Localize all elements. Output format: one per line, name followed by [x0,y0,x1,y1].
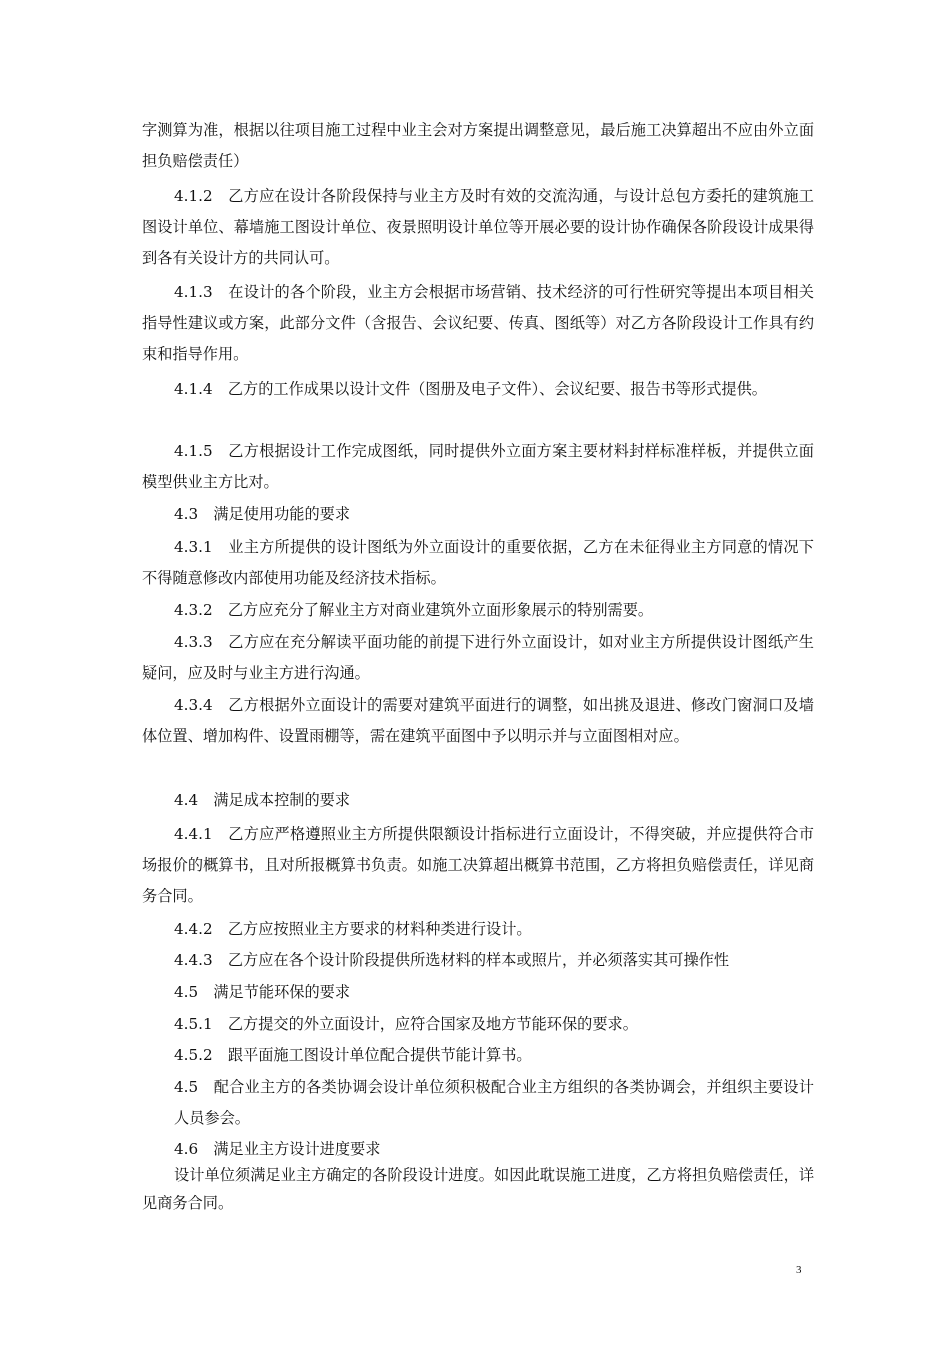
clause-4-3-4: 4.3.4 乙方根据外立面设计的需要对建筑平面进行的调整，如出挑及退进、修改门窗洞口及墙体位置、增加构件、设置雨棚等，需在建筑平面图中予以明示并与立面图相对应。 [142,696,814,745]
clause-4-4-1: 4.4.1 乙方应严格遵照业主方所提供限额设计指标进行立面设计，不得突破，并应提供符合市场报价的概算书，且对所报概算书负责。如施工决算超出概算书范围，乙方将担负赔偿责任，详见商务合同。 [142,825,814,905]
clause-4-1-5: 4.1.5 乙方根据设计工作完成图纸，同时提供外立面方案主要材料封样标准样板，并提供立面模型供业主方比对。 [142,442,814,491]
clause-4-1-4: 4.1.4 乙方的工作成果以设计文件（图册及电子文件）、会议纪要、报告书等形式提供。 [174,380,767,398]
clause-4-5-2: 4.5.2 跟平面施工图设计单位配合提供节能计算书。 [174,1046,532,1064]
section-4-5-coordination: 4.5 配合业主方的各类协调会设计单位须积极配合业主方组织的各类协调会，并组织主要设计人员参会。 [174,1078,814,1127]
clause-4-4-2: 4.4.2 乙方应按照业主方要求的材料种类进行设计。 [174,920,532,938]
section-4-4-heading: 4.4 满足成本控制的要求 [174,791,351,809]
clause-4-3-2: 4.3.2 乙方应充分了解业主方对商业建筑外立面形象展示的特别需要。 [174,601,654,619]
section-4-5-heading: 4.5 满足节能环保的要求 [174,983,351,1001]
schedule-paragraph: 设计单位须满足业主方确定的各阶段设计进度。如因此耽误施工进度，乙方将担负赔偿责任，详见商务合同。 [142,1166,814,1212]
clause-4-1-3: 4.1.3 在设计的各个阶段，业主方会根据市场营销、技术经济的可行性研究等提出本项目相关指导性建议或方案，此部分文件（含报告、会议纪要、传真、图纸等）对乙方各阶段设计工作具有约束和指导作用。 [142,283,814,363]
clause-4-5-1: 4.5.1 乙方提交的外立面设计，应符合国家及地方节能环保的要求。 [174,1015,638,1033]
page-number: 3 [796,1264,802,1276]
clause-4-1-2: 4.1.2 乙方应在设计各阶段保持与业主方及时有效的交流沟通，与设计总包方委托的建筑施工图设计单位、幕墙施工图设计单位、夜景照明设计单位等开展必要的设计协作确保各阶段设计成果得到各有关设计方的共同认可。 [142,187,814,267]
clause-4-3-1: 4.3.1 业主方所提供的设计图纸为外立面设计的重要依据，乙方在未征得业主方同意的情况下不得随意修改内部使用功能及经济技术指标。 [142,538,814,587]
section-4-6-heading: 4.6 满足业主方设计进度要求 [174,1140,381,1158]
section-4-3-heading: 4.3 满足使用功能的要求 [174,505,351,523]
clause-4-4-3: 4.4.3 乙方应在各个设计阶段提供所选材料的样本或照片，并必须落实其可操作性 [174,951,730,969]
paragraph-continuation: 字测算为准，根据以往项目施工过程中业主会对方案提出调整意见，最后施工决算超出不应由外立面担负赔偿责任） [142,121,814,170]
clause-4-3-3: 4.3.3 乙方应在充分解读平面功能的前提下进行外立面设计，如对业主方所提供设计图纸产生疑问，应及时与业主方进行沟通。 [142,633,814,682]
